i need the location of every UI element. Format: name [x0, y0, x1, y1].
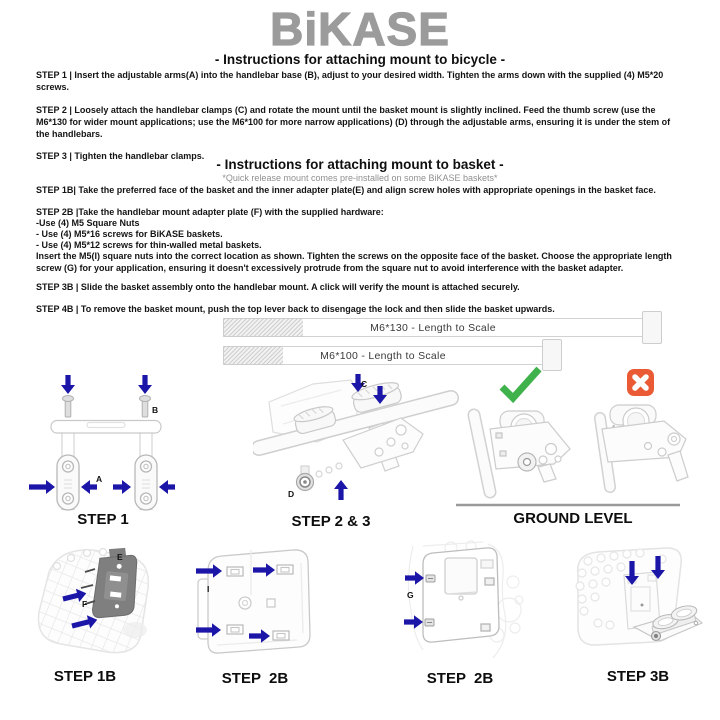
step-2b-bullet-1: -Use (4) M5 Square Nuts	[36, 218, 140, 228]
check-icon	[502, 369, 539, 398]
step-2b-bullet-2: - Use (4) M5*16 screws for BiKASE baskets.	[36, 229, 223, 239]
part-label-c: C	[361, 379, 368, 389]
down-arrow-icon	[61, 375, 152, 394]
ground-level-caption: GROUND LEVEL	[513, 510, 633, 527]
step-2-text: STEP 2 | Loosely attach the handlebar clamps (C) and rotate the mount until the basket mount is slightly inclined. Feed the thumb screw (use the M6*130 for wider mount applications; use the M6*100 for more narrow applications) (D) through the adjustable arms, ensuring it is under the stem of the handlebars.	[36, 105, 671, 139]
part-label-e: E	[117, 552, 123, 562]
correct-mount-drawing	[474, 411, 570, 492]
screw-icon	[63, 396, 151, 418]
part-label-d: D	[288, 489, 295, 499]
part-label-b: B	[152, 405, 159, 415]
step-1-text: STEP 1 | Insert the adjustable arms(A) into the handlebar base (B), adjust to your desired width. Tighten the arms down with the supplied (4) M5*20 screws.	[36, 70, 664, 92]
step-3b-text: STEP 3B | Slide the basket assembly onto the handlebar mount. A click will verify the mount is attached securely.	[36, 282, 520, 292]
part-label-g: G	[407, 590, 414, 600]
side-arrow-icon	[404, 571, 424, 629]
basket-section-title: - Instructions for attaching mount to basket -	[216, 157, 504, 172]
thumb-screw-knob	[297, 466, 314, 491]
step1b-diagram	[15, 542, 175, 668]
screw-m6-130-label: M6*130 - Length to Scale	[370, 322, 496, 334]
screw-m6-130-head	[642, 311, 662, 344]
step23-caption: STEP 2 & 3	[291, 513, 371, 530]
step-4b-text: STEP 4B | To remove the basket mount, push the top lever back to disengage the lock and then slide the basket upwards.	[36, 304, 555, 314]
step2b-screws-diagram	[393, 540, 528, 670]
step1b-caption: STEP 1B	[53, 668, 117, 685]
step3b-caption: STEP 3B	[606, 668, 670, 685]
incorrect-mount-drawing	[600, 405, 688, 487]
step-2b-bullet-3: - Use (4) M5*12 screws for thin-walled metal baskets.	[36, 240, 262, 250]
screw-m6-100-label: M6*100 - Length to Scale	[320, 350, 446, 362]
bikase-logo: BiKASE	[270, 3, 450, 55]
step2b2-caption: STEP 2B	[426, 670, 494, 687]
step23-diagram	[253, 368, 468, 518]
step2b-plate-diagram	[193, 545, 333, 667]
cross-icon	[627, 369, 654, 396]
ground-level-diagram	[450, 365, 690, 513]
step3b-diagram	[568, 545, 718, 667]
step-1b-text: STEP 1B| Take the preferred face of the basket and the inner adapter plate(E) and align screw holes with appropriate openings in the basket face.	[36, 185, 656, 195]
step-2b-intro-text: STEP 2B |Take the handlebar mount adapter plate (F) with the supplied hardware:	[36, 207, 384, 217]
adjustable-arms	[57, 455, 157, 510]
adapter-plate-mounted	[423, 548, 499, 642]
step-3-text: STEP 3 | Tighten the handlebar clamps.	[36, 151, 205, 161]
part-label-f: F	[82, 599, 88, 609]
part-label-a: A	[96, 474, 103, 484]
up-arrow-icon	[334, 480, 348, 500]
step1-diagram	[15, 368, 245, 518]
step1-caption: STEP 1	[77, 511, 129, 528]
bicycle-section-title: - Instructions for attaching mount to bicycle -	[214, 52, 506, 67]
step2b-caption: STEP 2B	[221, 670, 289, 687]
step-2b-note-text: Insert the M5(I) square nuts into the correct location as shown. Tighten the screws on the opposite face of the basket. Choose the appropriate length screw (G) for your application, ensuring it doesn't excessively protrude from the square nut to avoid interference with the basket adapter.	[36, 251, 672, 273]
part-label-i: I	[207, 584, 210, 594]
basket-section-subtitle: *Quick release mount comes pre-installed on some BiKASE baskets*	[222, 173, 498, 183]
